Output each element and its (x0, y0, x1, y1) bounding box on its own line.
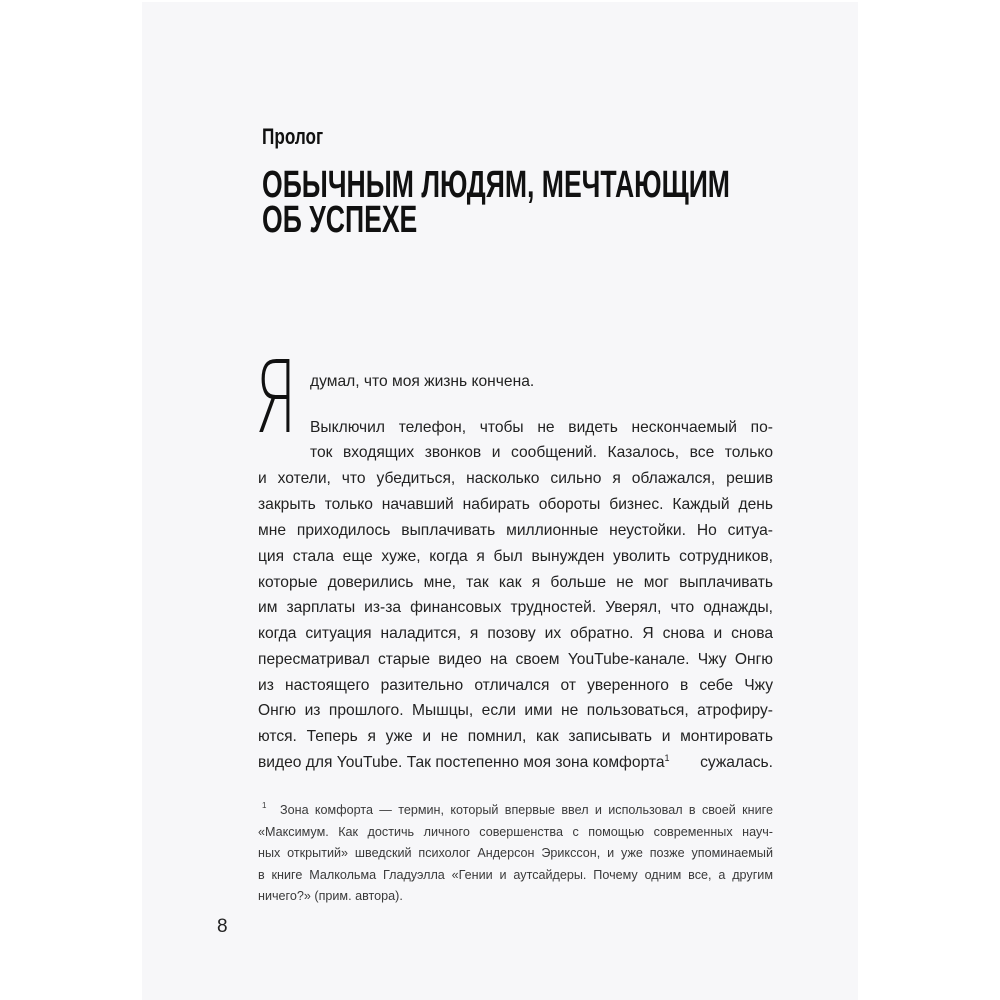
body-line: из настоящего разительно отличался от уверенного в себе Чжу (258, 677, 773, 694)
page-number: 8 (217, 916, 228, 937)
body-line: ток входящих звонков и сообщений. Казалось, все только (310, 444, 773, 461)
body-line: закрыть только начавший набирать обороты бизнес. Каждый день (258, 496, 773, 513)
footnote-reference[interactable]: 1 (664, 753, 670, 763)
body-line: и хотели, что убедиться, насколько сильно я облажался, решив (258, 470, 773, 487)
chapter-title-line-2: ОБ УСПЕХЕ (262, 199, 418, 241)
body-line: думал, что моя жизнь кончена. (310, 373, 535, 390)
body-line-segment: видео для YouTube. Так постепенно моя зона комфорта (258, 754, 665, 771)
footnote-line: ных открытий» шведский психолог Андерсон Эрикссон, и уже позже упоминаемый (258, 846, 773, 860)
body-line-last (258, 753, 773, 773)
footnote-marker: 1 (262, 801, 267, 810)
body-line: мне приходилось выплачивать миллионные неустойки. Но ситуа- (258, 522, 773, 539)
body-line: им зарплаты из-за финансовых трудностей. Уверял, что однажды, (258, 599, 773, 616)
body-line-end: сужалась. (700, 754, 773, 771)
body-line: которые доверились мне, так как я больше не мог выплачивать (258, 574, 773, 591)
body-line: ются. Теперь я уже и не помнил, как записывать и монтировать (258, 728, 773, 745)
chapter-label: Пролог (262, 124, 324, 149)
body-line: когда ситуация наладится, я позову их обратно. Я снова и снова (258, 625, 773, 642)
footnote-line: Зона комфорта — термин, который впервые ввел и использовал в своей книге (280, 803, 773, 817)
footnote-line: «Максимум. Как достичь личного совершенства с помощью современных науч- (258, 825, 773, 839)
body-line: пересматривал старые видео на своем YouTube-канале. Чжу Онгю (258, 651, 773, 668)
drop-cap: Я (254, 339, 298, 456)
footnote-line: в книге Малкольма Гладуэлла «Гении и аутсайдеры. Почему одним все, а другим (258, 868, 773, 882)
body-line-text (258, 753, 670, 773)
body-line: Выключил телефон, чтобы не видеть нескончаемый по- (310, 419, 773, 436)
body-line: Онгю из прошлого. Мышцы, если ими не пользоваться, атрофиру- (258, 702, 773, 719)
body-line: ция стала еще хуже, когда я был вынужден уволить сотрудников, (258, 548, 773, 565)
footnote-line: ничего?» (прим. автора). (258, 889, 403, 903)
chapter-title-line-1: ОБЫЧНЫМ ЛЮДЯМ, МЕЧТАЮЩИМ (262, 164, 730, 206)
